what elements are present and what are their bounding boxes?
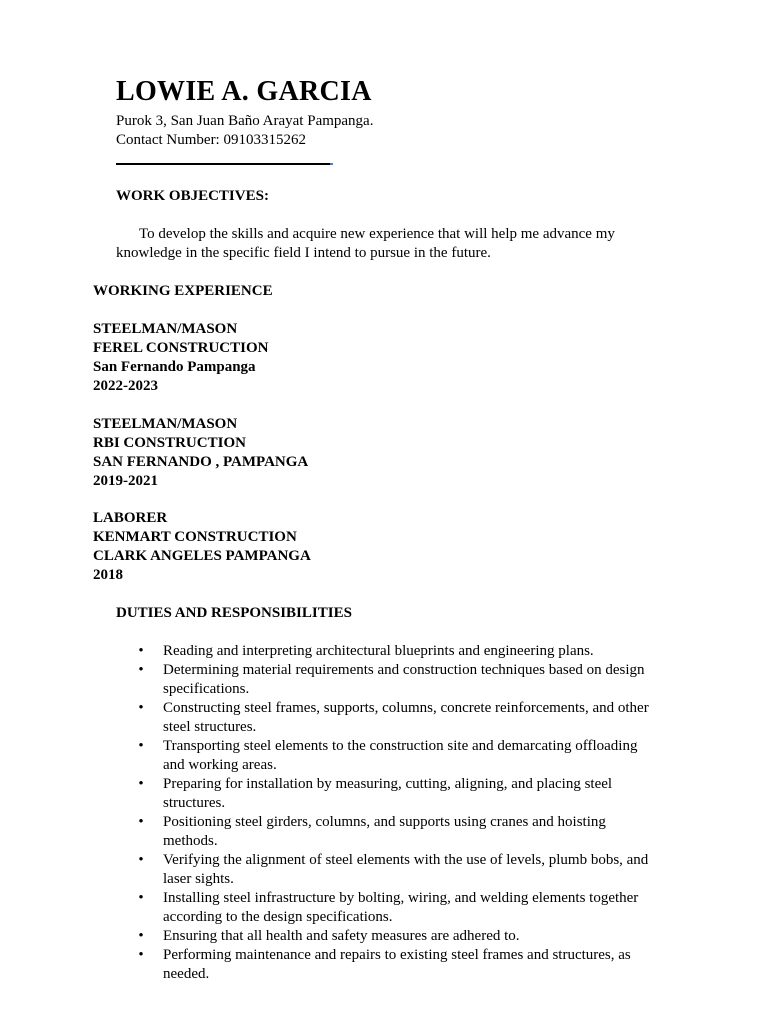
duty-text: Positioning steel girders, columns, and supports using cranes and hoisting methods.: [163, 814, 606, 849]
bullet-icon: •: [138, 776, 144, 792]
objectives-text: To develop the skills and acquire new experience that will help me advance my knowledge in the specific field I intend to pursue in the future.: [116, 226, 615, 261]
duty-text: Determining material requirements and construction techniques based on design specifications.: [163, 662, 645, 697]
contact-number-line: Contact Number: 09103315262: [116, 132, 306, 148]
duty-text: Constructing steel frames, supports, columns, concrete reinforcements, and other steel structures.: [163, 700, 649, 735]
duty-text: Verifying the alignment of steel elements with the use of levels, plumb bobs, and laser sights.: [163, 852, 649, 887]
duty-text: Installing steel infrastructure by bolting, wiring, and welding elements together according to the design specifications.: [163, 890, 639, 925]
duty-text: Transporting steel elements to the construction site and demarcating offloading and working areas.: [163, 738, 638, 773]
job-location: San Fernando Pampanga: [93, 359, 256, 375]
list-item: [138, 889, 658, 927]
job-position: STEELMAN/MASON: [93, 321, 238, 337]
list-item: [138, 661, 658, 699]
job-location: SAN FERNANDO , PAMPANGA: [93, 454, 309, 470]
job-entry: [93, 509, 311, 585]
job-years: 2018: [93, 567, 123, 583]
applicant-name: LOWIE A. GARCIA: [116, 76, 372, 107]
bullet-icon: •: [138, 738, 144, 754]
bullet-icon: •: [138, 814, 144, 830]
job-entry: [93, 320, 268, 396]
bullet-icon: •: [138, 662, 144, 678]
bullet-icon: •: [138, 700, 144, 716]
list-item: [138, 642, 658, 661]
bullet-icon: •: [138, 947, 144, 963]
duties-list: [138, 642, 658, 984]
bullet-icon: •: [138, 890, 144, 906]
list-item: [138, 699, 658, 737]
bullet-icon: •: [138, 928, 144, 944]
job-position: STEELMAN/MASON: [93, 416, 238, 432]
list-item: [138, 813, 658, 851]
header-divider: [116, 163, 330, 165]
address-line: Purok 3, San Juan Baño Arayat Pampanga.: [116, 113, 374, 129]
bullet-icon: •: [138, 643, 144, 659]
list-item: [138, 946, 658, 984]
job-company: RBI CONSTRUCTION: [93, 435, 246, 451]
objectives-heading: WORK OBJECTIVES:: [116, 188, 269, 204]
job-position: LABORER: [93, 510, 168, 526]
job-company: FEREL CONSTRUCTION: [93, 340, 269, 356]
divider-end-mark: [330, 163, 333, 165]
duty-text: Reading and interpreting architectural blueprints and engineering plans.: [163, 643, 594, 659]
job-years: 2019-2021: [93, 473, 158, 489]
job-entry: [93, 415, 308, 491]
experience-heading: WORKING EXPERIENCE: [93, 283, 273, 299]
duties-heading: DUTIES AND RESPONSIBILITIES: [116, 605, 352, 621]
list-item: [138, 851, 658, 889]
bullet-icon: •: [138, 852, 144, 868]
list-item: [138, 737, 658, 775]
list-item: [138, 927, 658, 946]
job-years: 2022-2023: [93, 378, 158, 394]
duty-text: Preparing for installation by measuring, cutting, aligning, and placing steel structures.: [163, 776, 613, 811]
duty-text: Performing maintenance and repairs to existing steel frames and structures, as needed.: [163, 947, 631, 982]
list-item: [138, 775, 658, 813]
duty-text: Ensuring that all health and safety measures are adhered to.: [163, 928, 520, 944]
job-company: KENMART CONSTRUCTION: [93, 529, 297, 545]
job-location: CLARK ANGELES PAMPANGA: [93, 548, 311, 564]
